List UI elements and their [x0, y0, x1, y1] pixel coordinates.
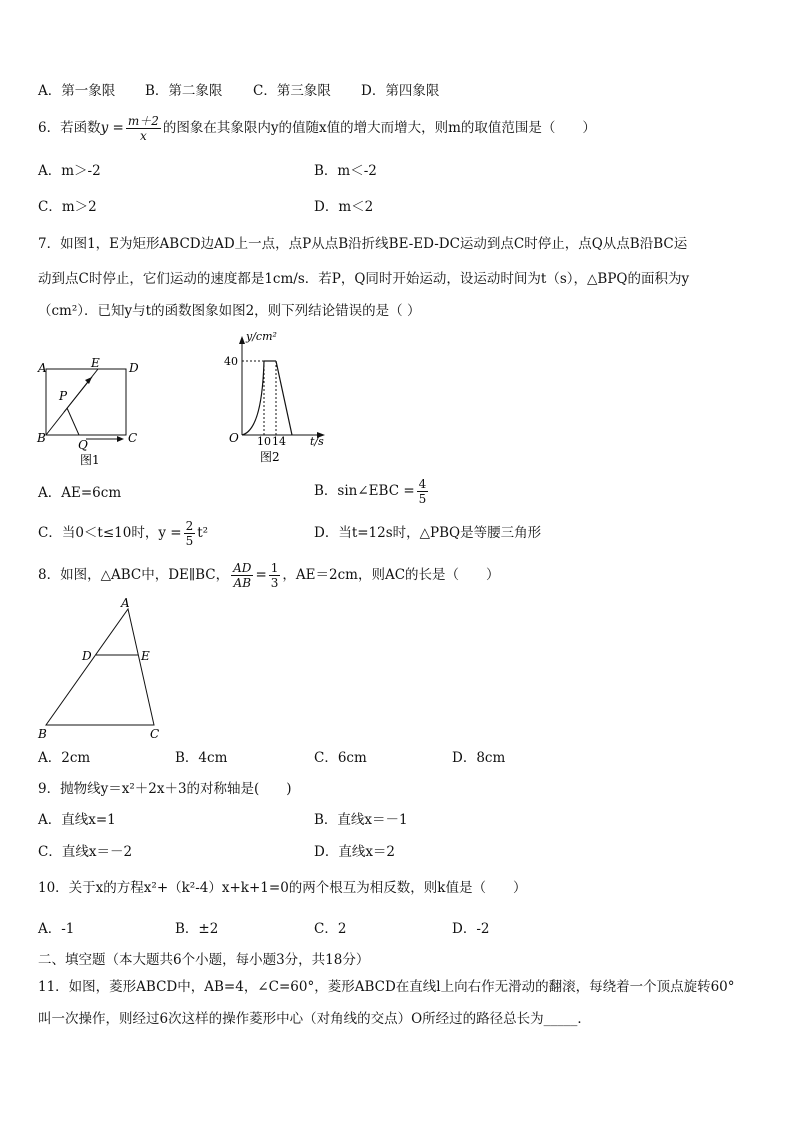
q8-triangle-figure — [34, 596, 174, 742]
curve-segment — [242, 361, 264, 435]
q9-option-b: B．直线x＝－1 — [314, 812, 408, 828]
q6-fraction — [126, 114, 161, 143]
q8-label-d: D — [82, 649, 92, 663]
figure1-caption: 图1 — [80, 453, 100, 467]
figure2-caption: 图2 — [260, 450, 280, 464]
q5-option-b: B．第二象限 — [145, 83, 223, 99]
q6-stem — [38, 110, 596, 146]
q9-stem: 9．抛物线y＝x²＋2x＋3的对称轴是( ) — [38, 781, 292, 797]
q6-option-d: D．m＜2 — [314, 199, 374, 215]
q8-option-c: C．6cm — [314, 750, 367, 766]
q5-option-c: C．第三象限 — [253, 83, 331, 99]
q7-option-c-prefix: C．当0＜t≤10时， — [38, 525, 159, 541]
q7-option-c-num: 2 — [185, 519, 194, 533]
q8-prefix: 8．如图，△ABC中，DE∥BC， — [38, 567, 230, 583]
q7-option-b-expr: sin∠EBC = — [337, 483, 415, 499]
rectangle-abcd — [46, 369, 126, 435]
q8-label-b: B — [38, 727, 47, 741]
q7-option-b-fraction — [417, 477, 429, 506]
tick-14: 14 — [272, 435, 286, 448]
q6-frac-den: x — [139, 129, 147, 143]
q10-stem: 10．关于x的方程x²+（k²-4）x+k+1=0的两个根互为相反数，则k值是（ ） — [38, 880, 527, 896]
q7-option-b-num: 4 — [418, 477, 427, 491]
q8-label-e: E — [141, 649, 150, 663]
q7-figure1 — [34, 352, 144, 470]
y-axis-arrow — [239, 336, 245, 344]
q8-value-num: 1 — [270, 561, 279, 575]
q8-stem — [38, 557, 500, 593]
q7-option-d: D．当t=12s时，△PBQ是等腰三角形 — [314, 525, 542, 541]
arrowhead-qc — [117, 436, 124, 442]
q11-line2: 叫一次操作，则经过6次这样的操作菱形中心（对角线的交点）O所经过的路径总长为_____． — [38, 1011, 591, 1027]
q6-suffix: 的图象在其象限内y的值随x值的增大而增大，则m的取值范围是（ ） — [162, 120, 596, 136]
q8-option-d: D．8cm — [452, 750, 506, 766]
label-d: D — [129, 361, 139, 375]
q7-option-c — [38, 515, 208, 551]
q7-line2: 动到点C时停止，它们运动的速度都是1cm/s．若P，Q同时开始运动，设运动时间为t（s），△BPQ的面积为y — [38, 271, 690, 287]
q7-option-c-fraction — [184, 519, 196, 548]
label-q: Q — [78, 438, 88, 452]
arrowhead-pe — [85, 377, 92, 384]
q11-line1: 11．如图，菱形ABCD中，AB=4，∠C=60°，菱形ABCD在直线l上向右作无滑动的翻滚，每绕着一个顶点旋转60° — [38, 979, 735, 995]
q7-line1: 7．如图1，E为矩形ABCD边AD上一点，点P从点B沿折线BE-ED-DC运动到点C时停止，点Q从点B沿BC运 — [38, 236, 688, 252]
q10-option-c: C．2 — [314, 921, 347, 937]
q8-ratio-den: AB — [233, 576, 252, 590]
tick-40: 40 — [224, 355, 238, 368]
label-p: P — [59, 389, 68, 403]
y-axis-label: y/cm² — [246, 330, 277, 343]
q6-option-b: B．m＜-2 — [314, 163, 377, 179]
q7-figure2 — [222, 330, 340, 468]
q7-option-b-den: 5 — [418, 492, 427, 506]
q5-option-d: D．第四象限 — [361, 83, 440, 99]
q8-label-c: C — [150, 727, 160, 741]
q7-option-c-suffix: t² — [197, 525, 209, 541]
q8-value-fraction — [269, 561, 281, 590]
q6-option-c: C．m＞2 — [38, 199, 97, 215]
q10-option-b: B．±2 — [175, 921, 219, 937]
label-e: E — [91, 356, 100, 370]
origin-label: O — [229, 431, 239, 445]
q7-line3: （cm²）．已知y与t的函数图象如图2，则下列结论错误的是（ ） — [38, 303, 421, 319]
q8-suffix: ，AE＝2cm，则AC的长是（ ） — [282, 567, 500, 583]
q7-option-c-den: 5 — [185, 534, 194, 548]
x-axis-label: t/s — [310, 435, 324, 448]
q10-option-d: D．-2 — [452, 921, 490, 937]
q7-option-a: A．AE=6cm — [38, 485, 122, 501]
q6-prefix: 6．若函数 — [38, 120, 101, 136]
q9-option-a: A．直线x=1 — [38, 812, 116, 828]
q7-option-b-prefix: B． — [314, 483, 338, 499]
q8-ratio-num: AD — [233, 561, 252, 575]
q6-frac-num: m＋2 — [127, 114, 159, 128]
section-fill-in-header: 二、填空题（本大题共6个小题，每小题3分，共18分） — [38, 952, 370, 968]
falling-segment — [276, 361, 292, 435]
segment-pq — [67, 408, 79, 435]
tick-10: 10 — [257, 435, 271, 448]
q10-option-a: A．-1 — [38, 921, 75, 937]
q6-func-y: y = — [100, 120, 124, 136]
q8-option-b: B．4cm — [175, 750, 228, 766]
q5-option-a: A．第一象限 — [38, 83, 116, 99]
q8-eq: = — [255, 567, 267, 583]
q7-option-b — [314, 473, 430, 509]
label-a: A — [38, 361, 47, 375]
label-c: C — [128, 431, 138, 445]
q7-option-c-y: y = — [158, 525, 182, 541]
q6-option-a: A．m＞-2 — [38, 163, 101, 179]
q8-label-a: A — [121, 596, 130, 610]
q9-option-c: C．直线x＝－2 — [38, 844, 133, 860]
q9-option-d: D．直线x＝2 — [314, 844, 396, 860]
q8-value-den: 3 — [270, 576, 279, 590]
q8-option-a: A．2cm — [38, 750, 91, 766]
label-b: B — [37, 431, 46, 445]
triangle-abc — [46, 609, 154, 725]
q8-ratio-fraction — [231, 561, 253, 590]
